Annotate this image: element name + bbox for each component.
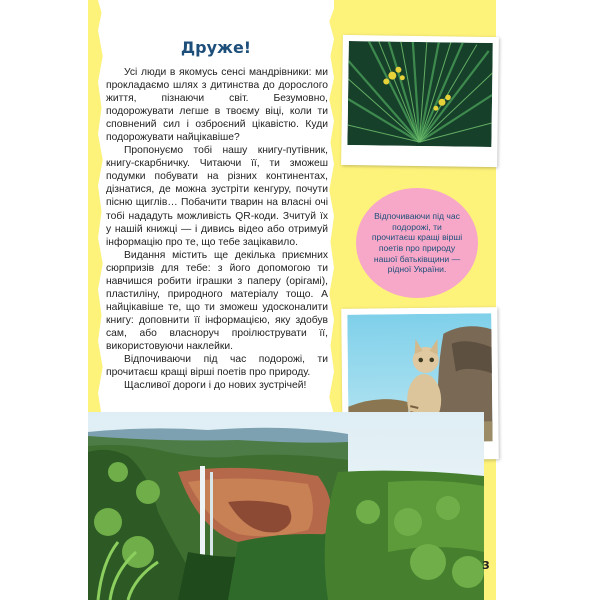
paragraph-1: Усі люди в якомусь сенсі мандрівники: ми прокладаємо шлях з дитинства до дорослого життя, пізнаючи світ. Безумовно, подорожувати легше в твоєму віці, коли ти сповнений сил і озброєний цікавістю. Куди подорожувати найцікавіше?: [106, 67, 328, 144]
paragraph-2: Пропонуємо тобі нашу книгу-путівник, книгу-скарбничку. Читаючи її, ти зможеш подумки побувати на різних континентах, дізнатися, де можна зустріти кенгуру, почути пісню щиглів… Побачити тварин на власні очі тобі нададуть можливість QR-коди. Зчитуй їх у нашій книжці — і дивись відео або отримуй інформацію про те, що тебе зацікавило.: [106, 145, 328, 248]
page-number: 3: [482, 559, 490, 572]
paragraph-5: Щасливої дороги і до нових зустрічей!: [124, 380, 307, 392]
paragraph-4: Відпочиваючи під час подорожі, ти прочитаєш кращі вірші поетів про природу.: [106, 354, 328, 379]
speech-bubble: [356, 188, 478, 298]
bubble-text: Відпочиваючи під час подорожі, ти прочитаєш кращі вірші поетів про природу нашої батьківщини — рідної України.: [371, 211, 463, 275]
palm-leaves-image: [347, 41, 492, 147]
waterfall-landscape-image: [88, 412, 484, 600]
page-heading: Друже!: [180, 38, 252, 57]
paragraph-3: Видання містить ще декілька приємних сюрпризів для тебе: з його допомогою ти навчишся робити іграшки з паперу (орігамі), пластиліну, природного матеріалу тощо. А найцікавіше те, що ти зможеш удосконалити книгу: доповнити її інформацією, яку здобув сам, або власноруч проілюструвати її, використовуючи наклейки.: [106, 249, 328, 352]
palm-leaves-photo: [341, 35, 499, 167]
intro-text: [106, 66, 328, 392]
